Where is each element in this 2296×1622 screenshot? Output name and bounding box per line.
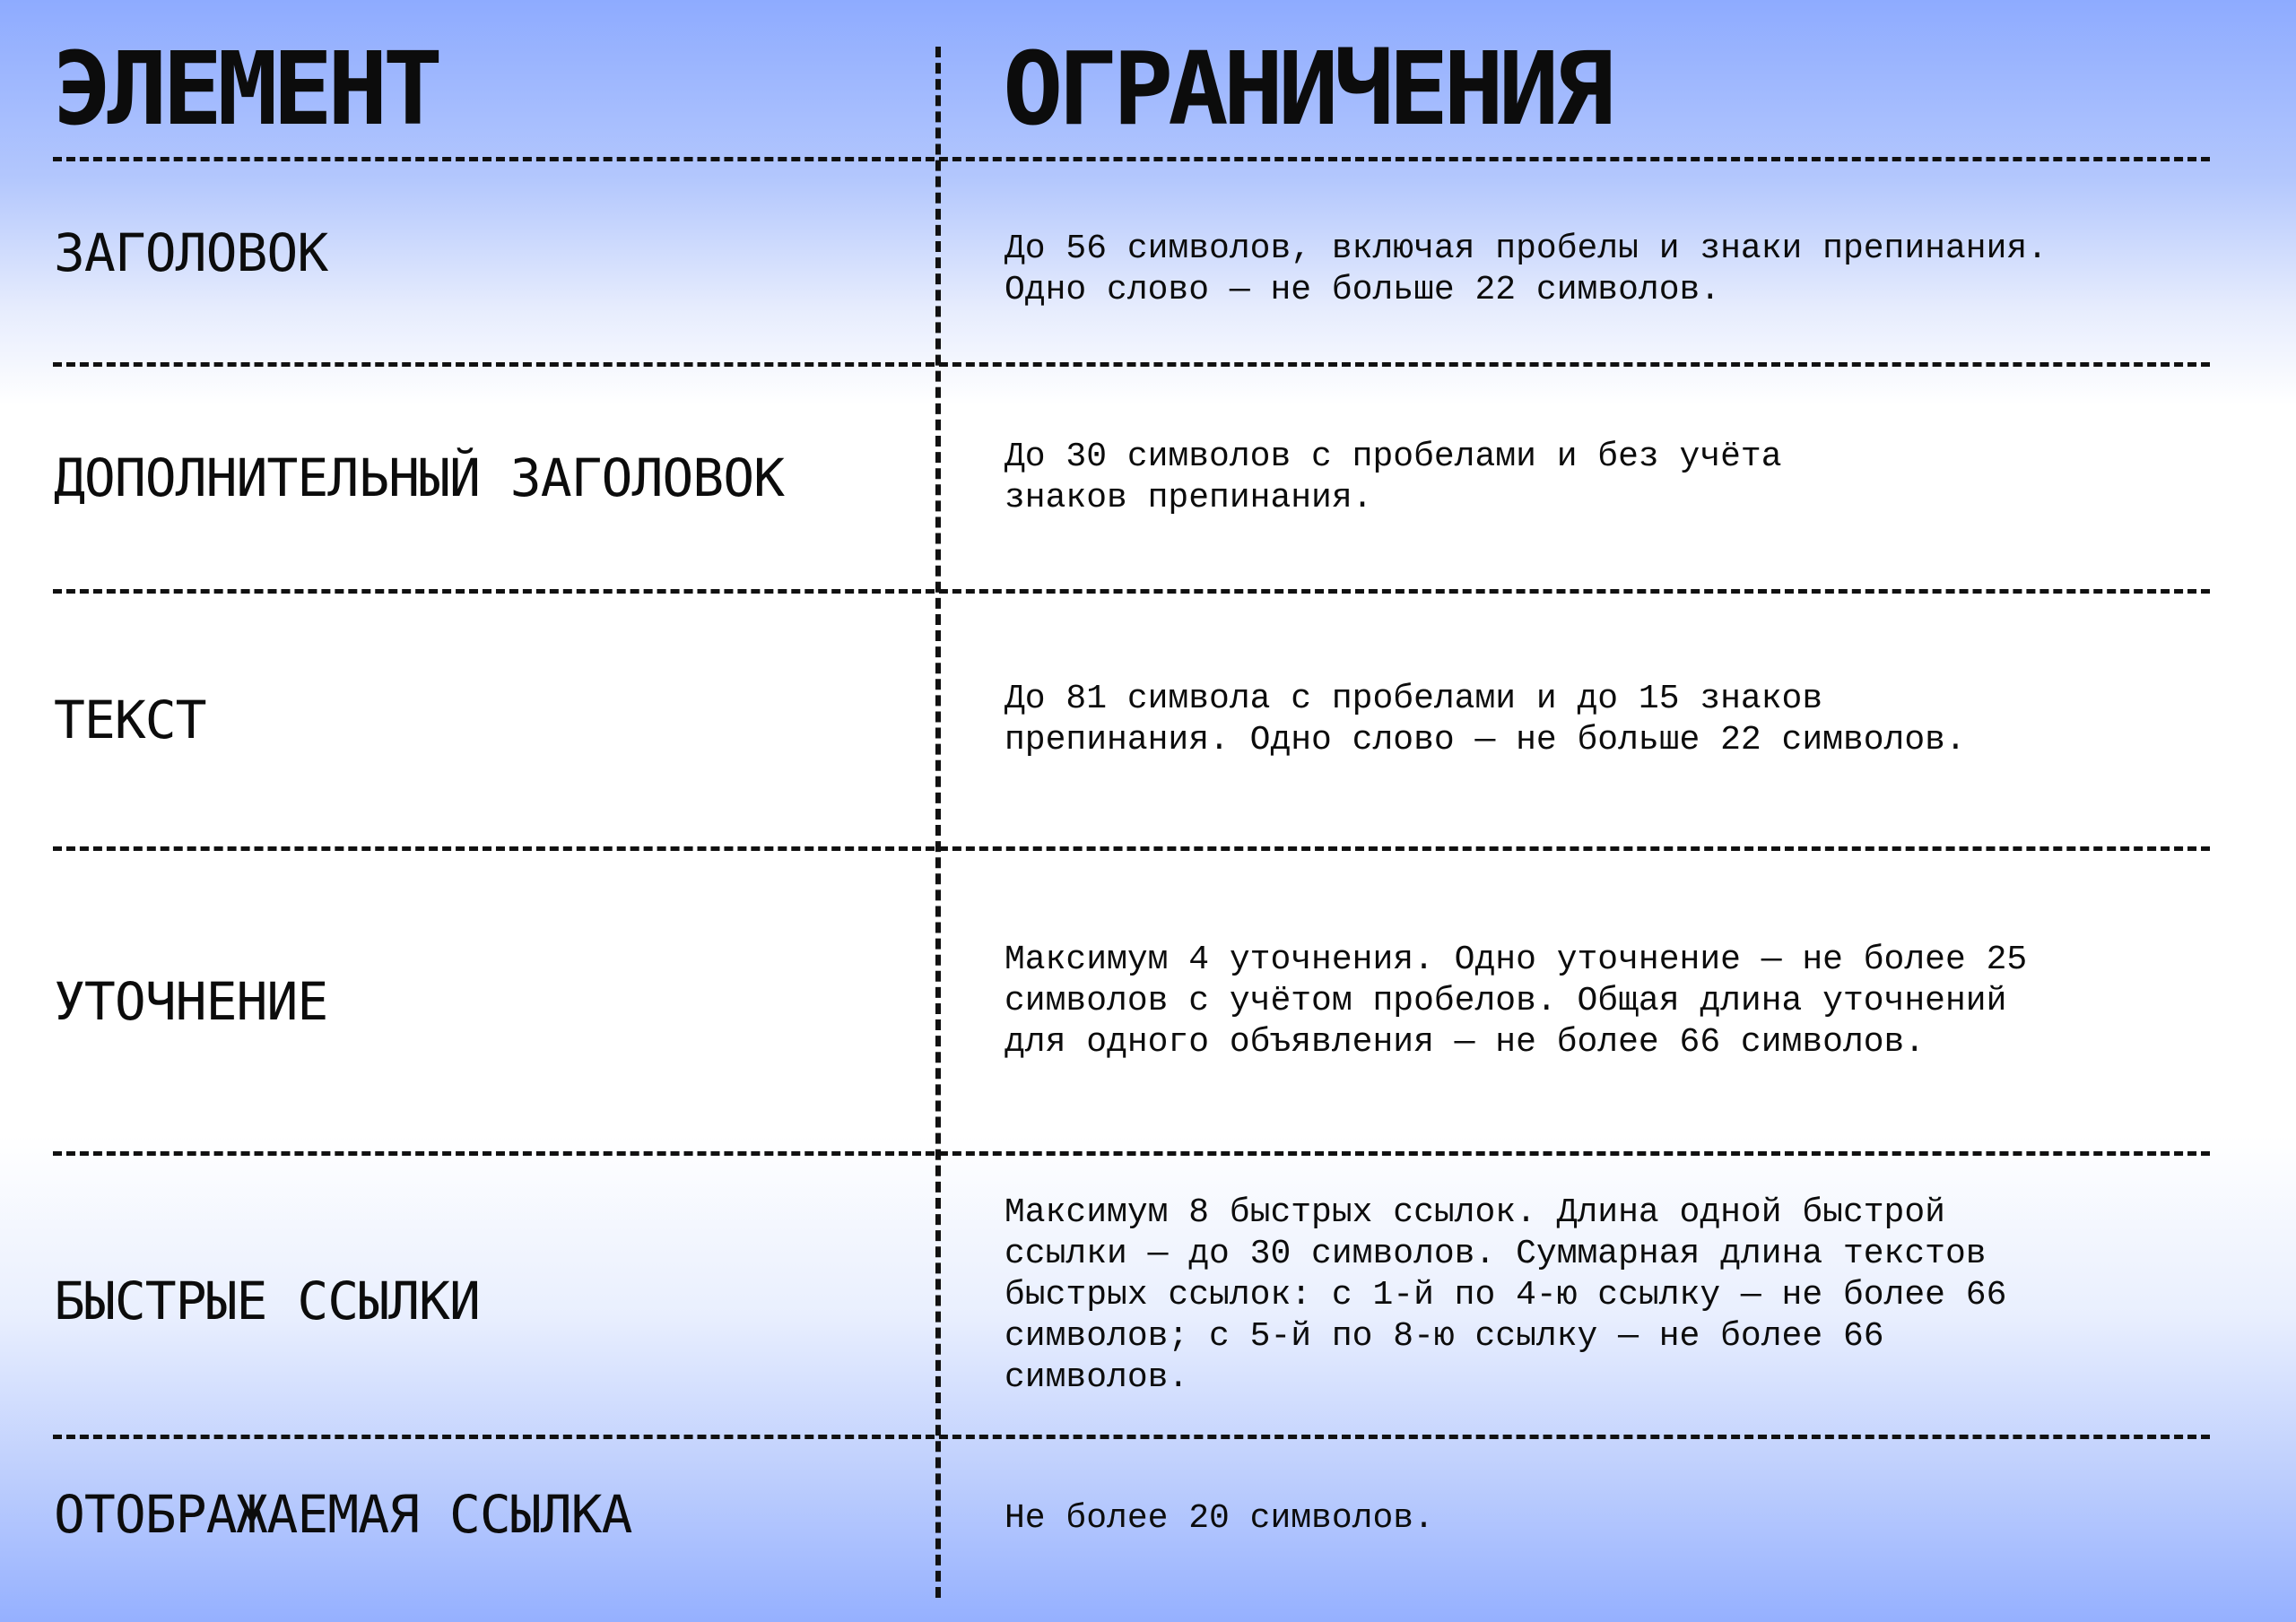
element-limits: Максимум 8 быстрых ссылок. Длина одной быстрой ссылки — до 30 символов. Суммарная длина текстов быстрых ссылок: с 1-й по 4-ю ссылку — не более 66 символов; с 5-й по 8-ю ссылку — не более 66 символов. bbox=[1004, 1193, 2007, 1397]
element-limits: До 56 символов, включая пробелы и знаки препинания. Одно слово — не больше 22 символов. bbox=[1004, 229, 2048, 309]
element-limits: Максимум 4 уточнения. Одно уточнение — не более 25 символов с учётом пробелов. Общая длина уточнений для одного объявления — не более 66 символов. bbox=[1004, 940, 2028, 1062]
element-name: ТЕКСТ bbox=[54, 690, 206, 750]
table-row bbox=[0, 161, 2296, 362]
limits-column-title: ОГРАНИЧЕНИЯ bbox=[1003, 31, 1609, 148]
element-name: УТОЧНЕНИЕ bbox=[54, 970, 328, 1032]
element-column-title: ЭЛЕМЕНТ bbox=[52, 31, 439, 148]
element-limits: До 30 символов с пробелами и без учёта знаков препинания. bbox=[1004, 438, 1782, 517]
element-name: БЫСТРЫЕ ССЫЛКИ bbox=[54, 1270, 480, 1331]
element-name: ДОПОЛНИТЕЛЬНЫЙ ЗАГОЛОВОК bbox=[54, 447, 785, 508]
element-name: ЗАГОЛОВОК bbox=[54, 222, 328, 283]
table-row bbox=[0, 1439, 2296, 1609]
table-row bbox=[0, 851, 2296, 1151]
table-row bbox=[0, 1156, 2296, 1435]
element-limits: До 81 символа с пробелами и до 15 знаков препинания. Одно слово — не больше 22 символов. bbox=[1004, 680, 1966, 759]
table-row bbox=[0, 594, 2296, 846]
element-name: ОТОБРАЖАЕМАЯ ССЫЛКА bbox=[54, 1483, 632, 1545]
table-row bbox=[0, 367, 2296, 589]
element-limits: Не более 20 символов. bbox=[1004, 1499, 1434, 1539]
